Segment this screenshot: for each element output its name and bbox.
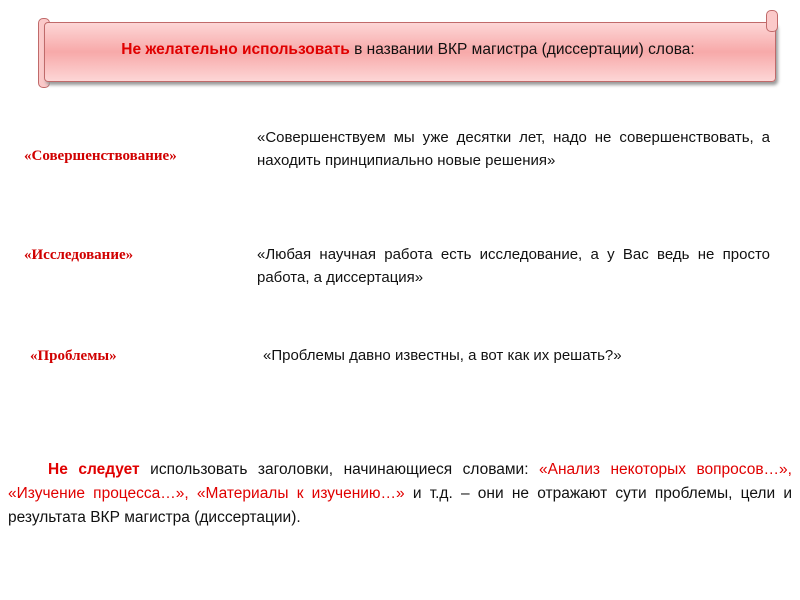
note-text-2: и т.д. – они не отражают сути проблемы, цели и результата ВКР магистра (диссертации). (8, 485, 792, 526)
title-banner (38, 18, 778, 84)
note-examples: «Анализ некоторых вопросов…», «Изучение процесса…», «Материалы к изучению…» (8, 461, 792, 502)
quote-2: «Любая научная работа есть исследование, а у Вас ведь не просто работа, а диссертация» (257, 246, 770, 286)
scroll-curl-right (766, 10, 778, 32)
term-2: «Исследование» (24, 247, 134, 263)
term-3: «Проблемы» (30, 348, 117, 364)
banner-title-rest: в названии ВКР магистра (диссертации) слова: (349, 41, 695, 58)
note-text-1: использовать заголовки, начинающиеся словами: (139, 461, 540, 478)
note-paragraph (8, 458, 792, 530)
banner-title (38, 41, 778, 59)
banner-title-emphasis: Не желательно использовать (121, 41, 350, 58)
note-emphasis: Не следует (48, 461, 140, 478)
quote-1: «Совершенствуем мы уже десятки лет, надо не совершенствовать, а находить принципиально новые решения» (257, 129, 770, 169)
term-1: «Совершенствование» (24, 148, 177, 164)
quote-3: «Проблемы давно известны, а вот как их решать?» (263, 347, 622, 364)
